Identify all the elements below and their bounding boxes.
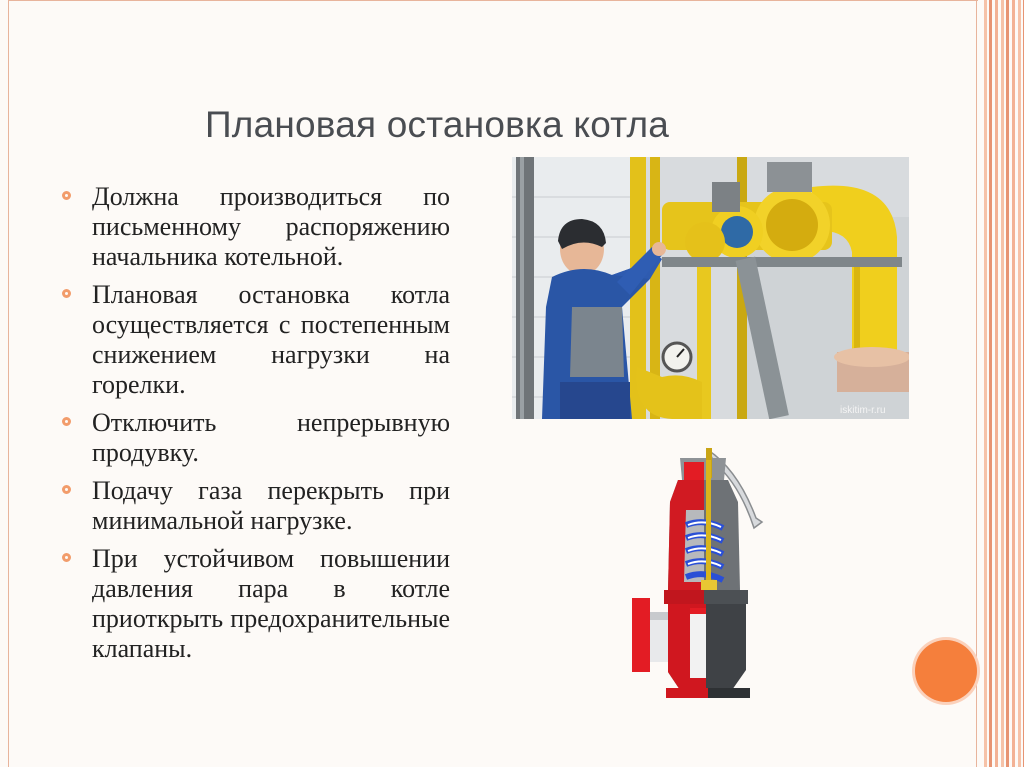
boiler-worker-photo	[512, 157, 909, 419]
bullet-item	[62, 544, 450, 664]
bullet-item	[62, 182, 450, 272]
decorative-orange-circle	[915, 640, 977, 702]
bullet-text: Отключить непрерывную продувку.	[92, 408, 450, 467]
bullet-item	[62, 476, 450, 536]
bullet-text: Должна производиться по письменному распоряжению начальника котельной.	[92, 182, 450, 271]
bullet-text: При устойчивом повышении давления пара в котле приоткрыть предохранительные клапаны.	[92, 544, 450, 663]
bullet-circle-icon	[62, 553, 71, 562]
bullet-text: Подачу газа перекрыть при минимальной нагрузке.	[92, 476, 450, 535]
bullet-circle-icon	[62, 191, 71, 200]
photo-watermark: iskitim-r.ru	[840, 405, 886, 416]
bullet-circle-icon	[62, 417, 71, 426]
slide-frame-top	[8, 0, 978, 1]
bullet-item	[62, 280, 450, 400]
bullet-circle-icon	[62, 485, 71, 494]
slide-frame-left	[8, 0, 9, 767]
slide-title: Плановая остановка котла	[205, 104, 670, 145]
safety-valve-illustration	[628, 440, 778, 700]
slide-frame-right	[976, 0, 977, 767]
bullet-circle-icon	[62, 289, 71, 298]
bullet-list	[62, 182, 450, 672]
bullet-text: Плановая остановка котла осуществляется с постепенным снижением нагрузки на горелки.	[92, 280, 450, 399]
bullet-item	[62, 408, 450, 468]
decorative-stripes	[984, 0, 1024, 767]
